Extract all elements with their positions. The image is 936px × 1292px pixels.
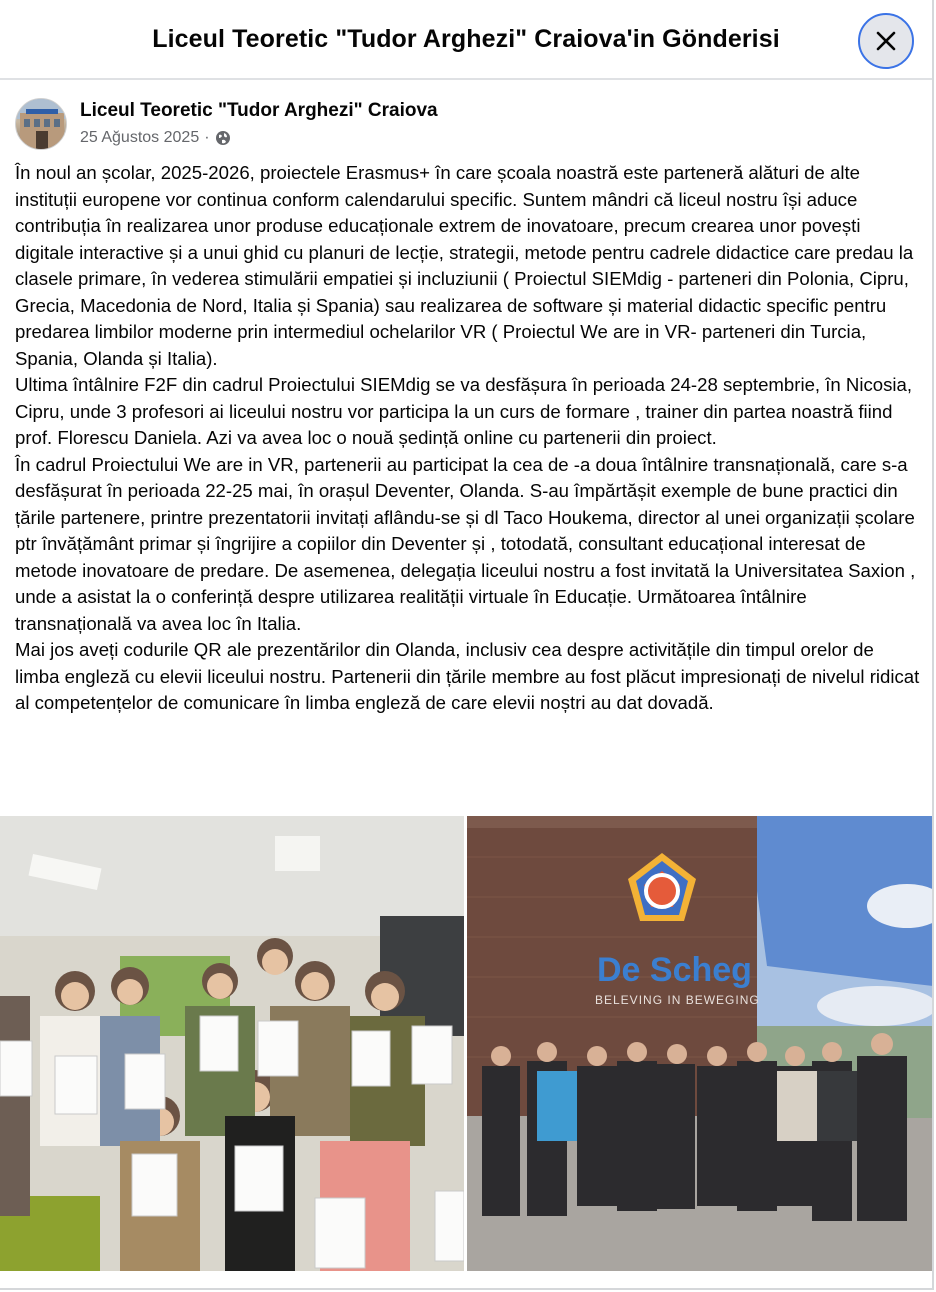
post-paragraph: În noul an școlar, 2025-2026, proiectele Erasmus+ în care școala noastră este parteneră alături de alte instituții europene vor continua conform calendarului specific. Suntem mândri că liceul nostru își aduce contribuția în realizarea unor produse educaționale extrem de inovatoare, precum crearea unor povești digitale interactive și a unui ghid cu planuri de lecție, strategii, metode pentru cadrele didactice care predau la clasele primare, în vederea stimulării empatiei și incluziunii ( Proiectul SIEMdig - parteneri din Polonia, Cipru, Grecia, Macedonia de Nord, Italia și Spania) sau realizarea de software și material didactic specific pentru predarea limbilor moderne prin intermediul ochelarilor VR ( Proiectul We are in VR- parteneri din Turcia, Spania, Olanda și Italia). (15, 162, 914, 369)
dialog-header (0, 0, 932, 80)
sign-name: De Scheg (597, 951, 752, 989)
post-paragraph: În cadrul Proiectului We are in VR, partenerii au participat la cea de -a doua întâlnire transnațională, care s-a desfășurat în perioada 22-25 mai, în orașul Deventer, Olanda. S-au împărtășit exemple de bune practici din țările partenere, printre prezentatorii invitați aflându-se și dl Taco Houkema, director al unei organizații școlare ptr învățământ primar și îngrijire a copiilor din Deventer și , totodată, consultant educațional interesat de metode inovatoare de predare. De asemenea, delegația liceului nostru a fost invitată la Universitatea Saxion , unde a asistat la o conferință despre utilizarea realității virtuale în Educație. Următoarea întâlnire transnațională va avea loc în Italia. (15, 453, 916, 634)
de-scheg-photo-illustration (467, 816, 933, 1271)
sign-tagline: BELEVING IN BEWEGING (595, 993, 760, 1007)
author-name[interactable]: Liceul Teoretic "Tudor Arghezi" Craiova (80, 100, 438, 121)
post-text (15, 160, 920, 717)
meta-separator: · (204, 129, 210, 146)
close-icon (875, 30, 897, 52)
school-building-image (16, 99, 67, 150)
post-meta (80, 129, 231, 147)
photo-de-scheg-group[interactable] (467, 816, 933, 1271)
post-date[interactable]: 25 Ağustos 2025 (80, 129, 200, 146)
avatar[interactable] (15, 98, 67, 150)
classroom-photo-illustration (0, 816, 464, 1271)
dialog-title: Liceul Teoretic "Tudor Arghezi" Craiova'in Gönderisi (152, 25, 780, 53)
globe-icon[interactable] (215, 130, 231, 146)
post-paragraph: Mai jos aveți codurile QR ale prezentărilor din Olanda, inclusiv cea despre activitățile din timpul orelor de limba engleză cu elevii liceului nostru. Partenerii din țările membre au fost plăcut impresionați de nivelul ridicat al competențelor de comunicare în limba engleză de care elevii noștri au dat dovadă. (15, 639, 920, 713)
photo-certificates-group[interactable] (0, 816, 464, 1271)
post-paragraph: Ultima întâlnire F2F din cadrul Proiectului SIEMdig se va desfășura în perioada 24-28 septembrie, în Nicosia, Cipru, unde 3 profesori ai liceului nostru vor participa la un curs de formare , trainer din partea noastră fiind prof. Florescu Daniela. Azi va avea loc o nouă ședință online cu partenerii din proiect. (15, 374, 913, 448)
close-button[interactable] (858, 13, 914, 69)
